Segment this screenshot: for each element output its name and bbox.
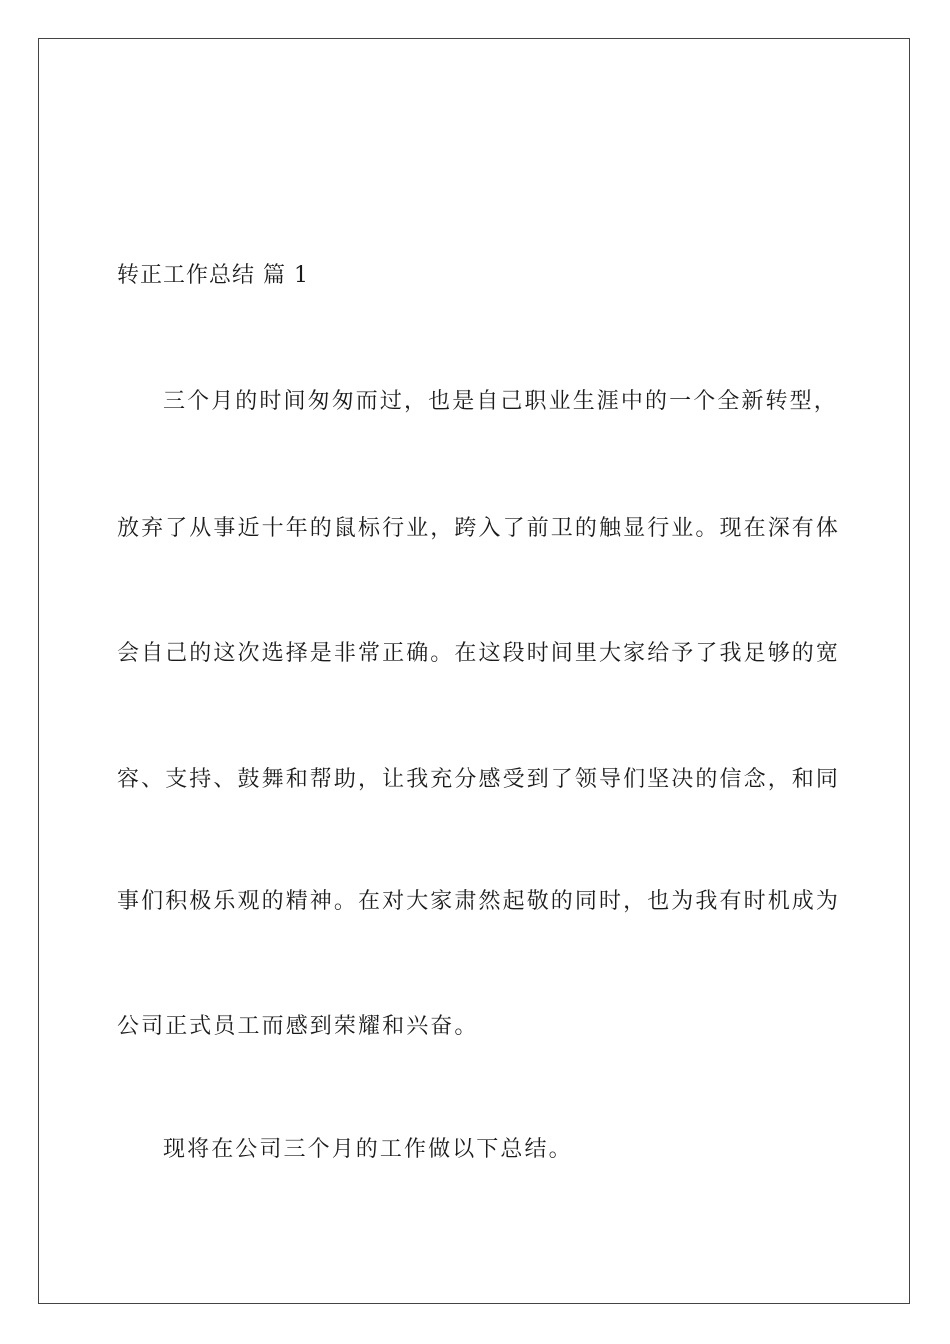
paragraph-line: 会自己的这次选择是非常正确。在这段时间里大家给予了我足够的宽	[117, 641, 841, 666]
paragraph-line: 放弃了从事近十年的鼠标行业，跨入了前卫的触显行业。现在深有体	[117, 516, 841, 541]
paragraph-summary-intro: 现将在公司三个月的工作做以下总结。	[163, 1137, 573, 1162]
paragraph-line: 容、支持、鼓舞和帮助，让我充分感受到了领导们坚决的信念，和同	[117, 767, 841, 792]
paragraph-line: 公司正式员工而感到荣耀和兴奋。	[117, 1014, 479, 1039]
page-border	[38, 38, 910, 1304]
paragraph-line: 三个月的时间匆匆而过，也是自己职业生涯中的一个全新转型，	[163, 389, 838, 414]
paragraph-line: 事们积极乐观的精神。在对大家肃然起敬的同时，也为我有时机成为	[117, 889, 841, 914]
document-title: 转正工作总结 篇 1	[117, 263, 309, 288]
